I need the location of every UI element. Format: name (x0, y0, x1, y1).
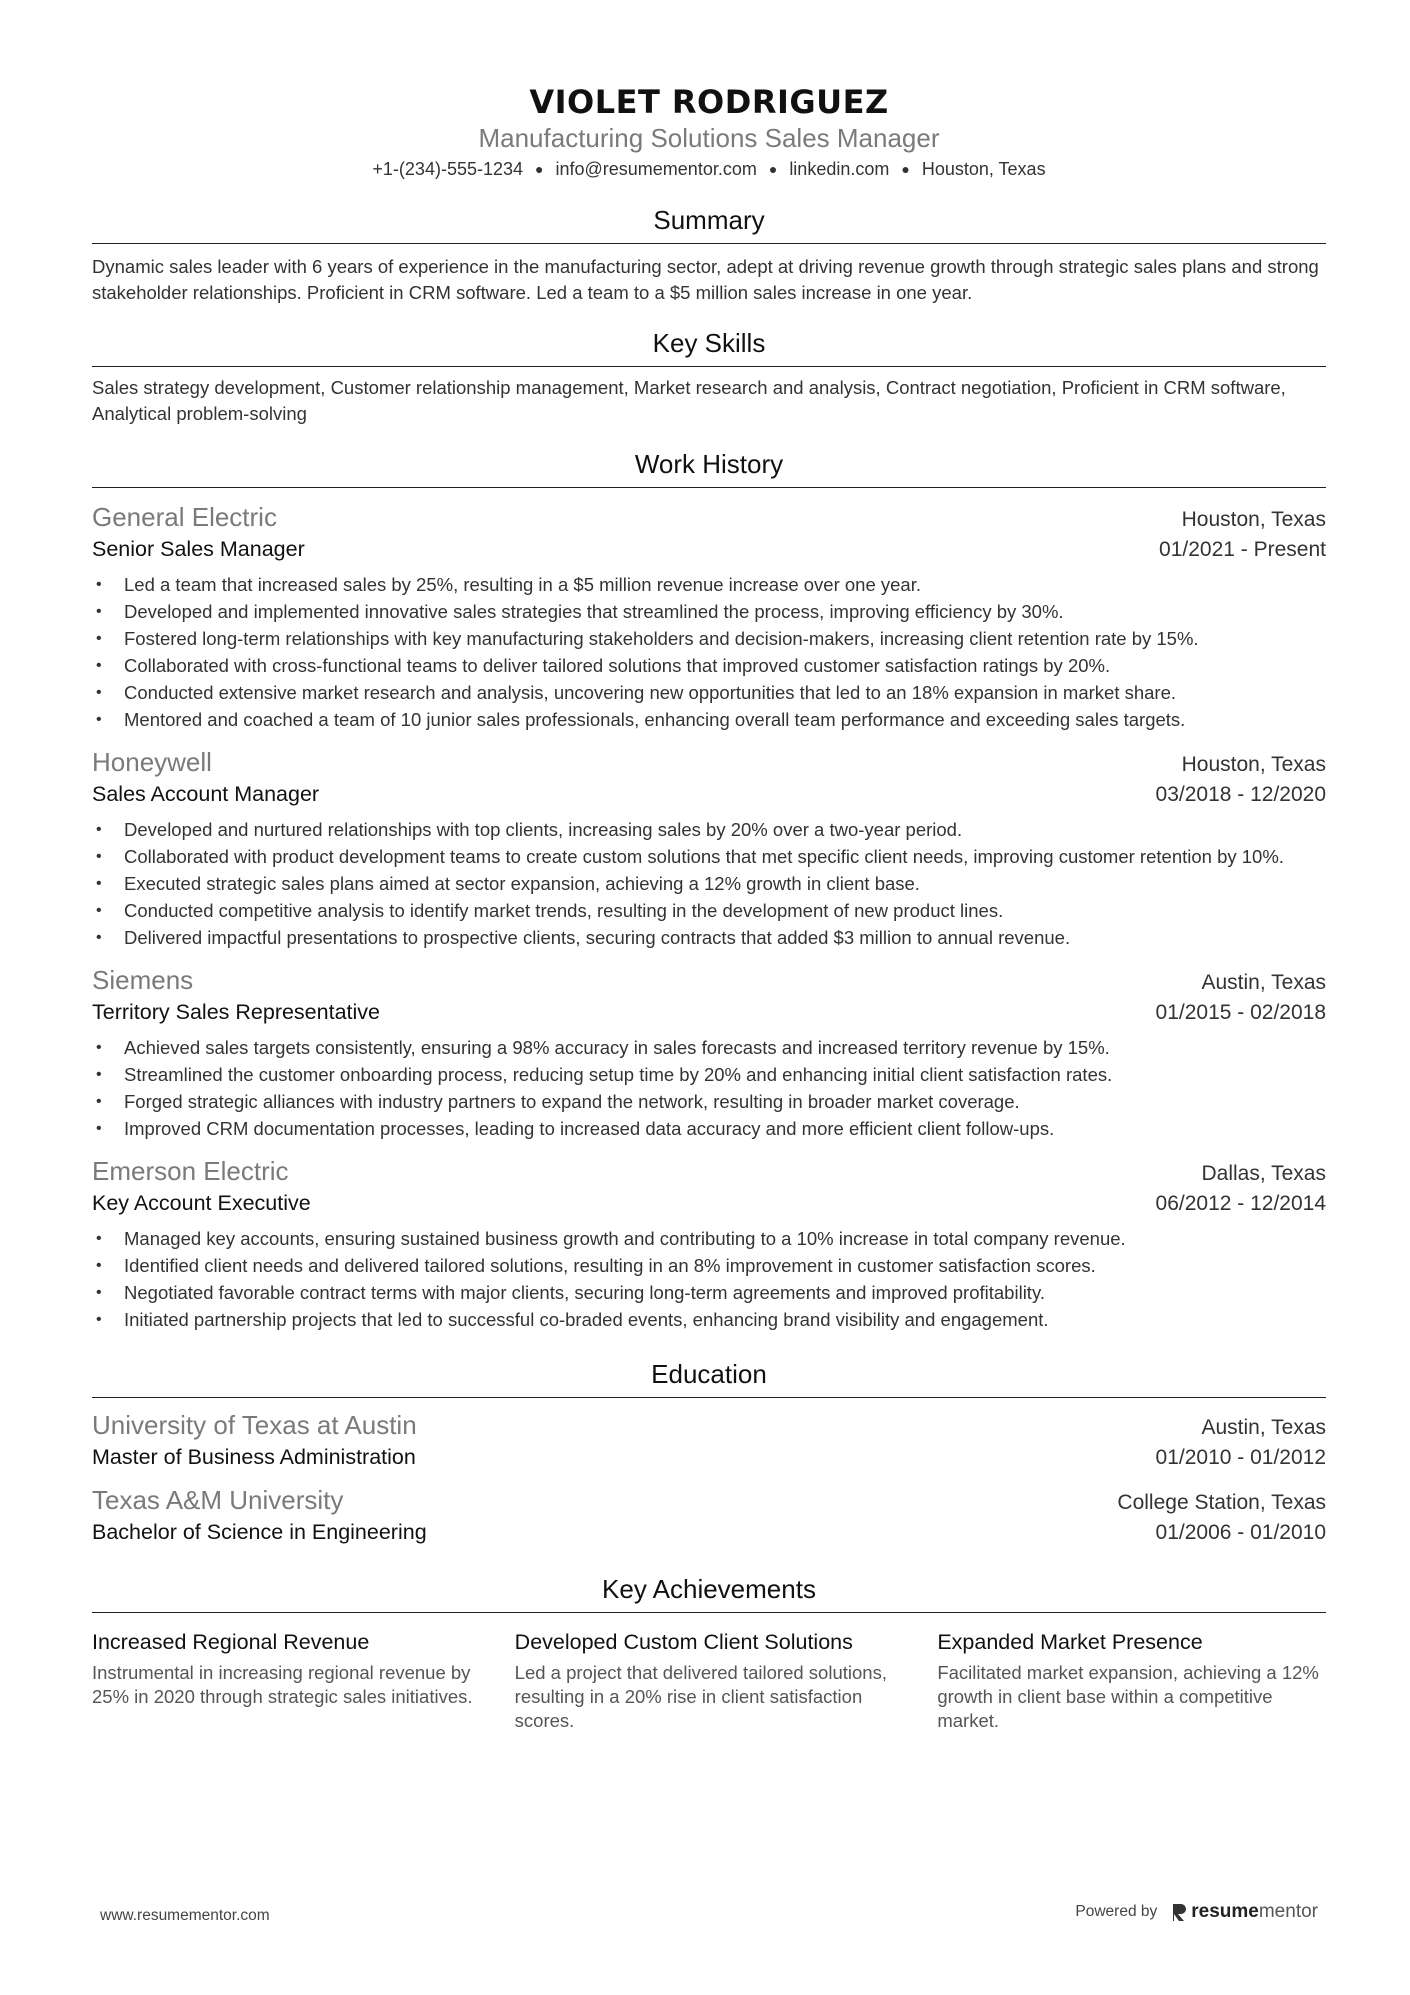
bullet-icon: • (96, 1066, 102, 1083)
job-role: Senior Sales Manager (92, 537, 305, 561)
skills-heading: Key Skills (92, 326, 1326, 367)
achievement-card (515, 1627, 904, 1733)
job-bullets (92, 1225, 1326, 1333)
job-company: Honeywell (92, 747, 212, 777)
resume-header (92, 0, 1326, 183)
job-role: Territory Sales Representative (92, 1000, 380, 1024)
bullet-icon: • (96, 1311, 102, 1328)
job-bullet-text: Executed strategic sales plans aimed at sector expansion, achieving a 12% growth in client base. (124, 873, 920, 894)
job-bullets (92, 1034, 1326, 1142)
job-role: Key Account Executive (92, 1191, 311, 1215)
bullet-icon: • (96, 1257, 102, 1274)
job-bullet-text: Identified client needs and delivered tailored solutions, resulting in an 8% improvement in customer satisfaction scores. (124, 1255, 1096, 1276)
job-bullet-text: Collaborated with product development teams to create custom solutions that met specific client needs, improving customer retention by 10%. (124, 846, 1284, 867)
job-dates: 01/2021 - Present (1159, 538, 1326, 561)
education-school-row (92, 1483, 1326, 1517)
education-school: Texas A&M University (92, 1485, 344, 1515)
job-dates: 03/2018 - 12/2020 (1155, 783, 1326, 806)
education-school-row (92, 1408, 1326, 1442)
candidate-name: VIOLET RODRIGUEZ (529, 83, 889, 121)
achievement-title: Expanded Market Presence (937, 1630, 1203, 1654)
contact-location: Houston, Texas (921, 159, 1046, 179)
bullet-icon: • (96, 1284, 102, 1301)
job-bullet-text: Fostered long-term relationships with key manufacturing stakeholders and decision-makers, increasing client retention rate by 15%. (124, 628, 1199, 649)
bullet-icon: • (96, 929, 102, 946)
bullet-icon: • (96, 684, 102, 701)
education-degree: Master of Business Administration (92, 1445, 416, 1469)
job-bullet (92, 1088, 1326, 1115)
contact-phone: +1-(234)-555-1234 (372, 159, 524, 179)
education-entry (92, 1483, 1326, 1548)
job-role: Sales Account Manager (92, 782, 320, 806)
job-bullet (92, 897, 1326, 924)
job-bullet-text: Streamlined the customer onboarding process, reducing setup time by 20% and enhancing initial client satisfaction rates. (124, 1064, 1113, 1085)
job-bullet-text: Initiated partnership projects that led to successful co-braded events, enhancing brand visibility and engagement. (124, 1309, 1049, 1330)
bullet-icon: • (96, 603, 102, 620)
bullet-icon: • (96, 848, 102, 865)
job-company: Siemens (92, 965, 194, 995)
job-entry (92, 1154, 1326, 1333)
job-bullet-text: Negotiated favorable contract terms with major clients, securing long-term agreements and improved profitability. (124, 1282, 1045, 1303)
job-company-row (92, 745, 1326, 779)
education-location: Austin, Texas (1201, 1416, 1326, 1439)
separator-dot-icon: ● (901, 161, 910, 177)
job-company: General Electric (92, 502, 277, 532)
achievement-desc: Facilitated market expansion, achieving a 12% growth in client base within a competitive market. (937, 1662, 1319, 1731)
bullet-icon: • (96, 1120, 102, 1137)
job-bullet-text: Collaborated with cross-functional teams to deliver tailored solutions that improved customer satisfaction ratings by 20%. (124, 655, 1111, 676)
job-company-row (92, 500, 1326, 534)
resume-page (92, 0, 1326, 1733)
achievement-title: Increased Regional Revenue (92, 1630, 370, 1654)
job-bullet-text: Mentored and coached a team of 10 junior sales professionals, enhancing overall team performance and exceeding sales targets. (124, 709, 1186, 730)
job-bullet-text: Conducted extensive market research and analysis, uncovering new opportunities that led to an 18% expansion in market share. (124, 682, 1177, 703)
candidate-title: Manufacturing Solutions Sales Manager (478, 123, 940, 153)
job-bullet-text: Developed and implemented innovative sales strategies that streamlined the process, improving efficiency by 30%. (124, 601, 1064, 622)
job-location: Houston, Texas (1181, 508, 1326, 531)
job-bullet (92, 706, 1326, 733)
achievements-grid (92, 1627, 1326, 1733)
achievement-card (92, 1627, 481, 1733)
job-bullet (92, 843, 1326, 870)
job-bullets (92, 571, 1326, 733)
education-degree: Bachelor of Science in Engineering (92, 1520, 427, 1544)
contact-linkedin[interactable]: linkedin.com (789, 159, 890, 179)
job-bullet (92, 1252, 1326, 1279)
education-location: College Station, Texas (1117, 1491, 1326, 1514)
job-role-row (92, 1188, 1326, 1219)
contact-line (92, 156, 1326, 183)
job-bullet-text: Forged strategic alliances with industry partners to expand the network, resulting in broader market coverage. (124, 1091, 1020, 1112)
education-heading: Education (92, 1357, 1326, 1398)
education-list (92, 1408, 1326, 1548)
summary-heading: Summary (92, 203, 1326, 244)
job-bullet-text: Managed key accounts, ensuring sustained business growth and contributing to a 10% increase in total company revenue. (124, 1228, 1126, 1249)
job-bullet (92, 924, 1326, 951)
job-company-row (92, 963, 1326, 997)
job-location: Austin, Texas (1201, 971, 1326, 994)
bullet-icon: • (96, 711, 102, 728)
education-dates: 01/2010 - 01/2012 (1155, 1446, 1326, 1469)
summary-text: Dynamic sales leader with 6 years of experience in the manufacturing sector, adept at driving revenue growth through strategic sales plans and strong stakeholder relationships. Proficient in CRM software. Led a team to a $5 million sales increase in one year. (92, 256, 1319, 303)
achievement-desc: Instrumental in increasing regional revenue by 25% in 2020 through strategic sales initiatives. (92, 1662, 473, 1707)
job-bullet (92, 1225, 1326, 1252)
job-bullet-text: Conducted competitive analysis to identify market trends, resulting in the development of new product lines. (124, 900, 1004, 921)
achievements-heading: Key Achievements (92, 1572, 1326, 1613)
achievement-desc: Led a project that delivered tailored solutions, resulting in a 20% rise in client satisfaction scores. (514, 1662, 887, 1731)
job-bullet-text: Achieved sales targets consistently, ensuring a 98% accuracy in sales forecasts and increased territory revenue by 15%. (124, 1037, 1110, 1058)
bullet-icon: • (96, 1230, 102, 1247)
job-dates: 01/2015 - 02/2018 (1155, 1001, 1326, 1024)
work-history-list (92, 500, 1326, 1333)
job-bullet (92, 625, 1326, 652)
work-history-heading: Work History (92, 447, 1326, 488)
bullet-icon: • (96, 902, 102, 919)
education-entry (92, 1408, 1326, 1473)
separator-dot-icon: ● (535, 161, 544, 177)
job-bullet (92, 679, 1326, 706)
job-bullets (92, 816, 1326, 951)
job-bullet-text: Delivered impactful presentations to prospective clients, securing contracts that added $3 million to annual revenue. (124, 927, 1071, 948)
job-bullet (92, 870, 1326, 897)
job-bullet (92, 571, 1326, 598)
job-bullet (92, 598, 1326, 625)
job-bullet (92, 1115, 1326, 1142)
bullet-icon: • (96, 576, 102, 593)
job-location: Houston, Texas (1181, 753, 1326, 776)
resumementor-logo[interactable] (1171, 1901, 1318, 1923)
education-school: University of Texas at Austin (92, 1410, 417, 1440)
job-dates: 06/2012 - 12/2014 (1155, 1192, 1326, 1215)
job-location: Dallas, Texas (1201, 1162, 1326, 1185)
job-entry (92, 963, 1326, 1142)
bullet-icon: • (96, 875, 102, 892)
bullet-icon: • (96, 1039, 102, 1056)
bullet-icon: • (96, 630, 102, 647)
job-role-row (92, 534, 1326, 565)
achievement-card (937, 1627, 1326, 1733)
education-degree-row (92, 1517, 1326, 1548)
achievement-title: Developed Custom Client Solutions (514, 1630, 853, 1654)
skills-text: Sales strategy development, Customer relationship management, Market research and analysis, Contract negotiation, Proficient in CRM software, Analytical problem-solving (92, 377, 1286, 424)
job-bullet (92, 1034, 1326, 1061)
logo-text-bold: resume (1191, 1901, 1259, 1922)
logo-text-rest: mentor (1258, 1901, 1318, 1922)
education-dates: 01/2006 - 01/2010 (1155, 1521, 1326, 1544)
job-bullet-text: Led a team that increased sales by 25%, resulting in a $5 million revenue increase over one year. (124, 574, 921, 595)
bullet-icon: • (96, 1093, 102, 1110)
bullet-icon: • (96, 821, 102, 838)
footer-branding (1075, 1901, 1318, 1923)
powered-by-label: Powered by (1075, 1903, 1158, 1920)
job-bullet-text: Improved CRM documentation processes, leading to increased data accuracy and more efficient client follow-ups. (124, 1118, 1055, 1139)
job-company: Emerson Electric (92, 1156, 289, 1186)
bullet-icon: • (96, 657, 102, 674)
footer-website[interactable]: www.resumementor.com (100, 1907, 270, 1924)
job-role-row (92, 779, 1326, 810)
separator-dot-icon: ● (768, 161, 778, 177)
job-bullet (92, 816, 1326, 843)
job-entry (92, 500, 1326, 733)
job-bullet (92, 652, 1326, 679)
job-entry (92, 745, 1326, 951)
job-bullet-text: Developed and nurtured relationships with top clients, increasing sales by 20% over a two-year period. (124, 819, 963, 840)
education-degree-row (92, 1442, 1326, 1473)
job-bullet (92, 1061, 1326, 1088)
contact-email[interactable]: info@resumementor.com (555, 159, 757, 179)
resumementor-logo-icon (1171, 1902, 1187, 1922)
job-company-row (92, 1154, 1326, 1188)
job-bullet (92, 1279, 1326, 1306)
job-bullet (92, 1306, 1326, 1333)
job-role-row (92, 997, 1326, 1028)
